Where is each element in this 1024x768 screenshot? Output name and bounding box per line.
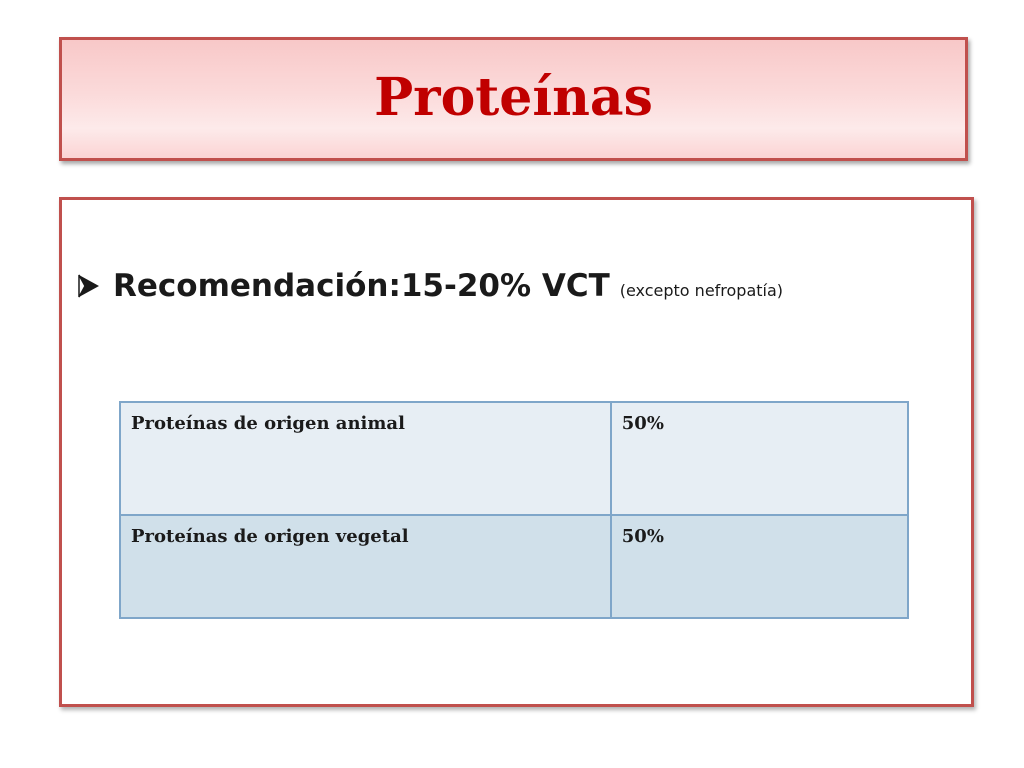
table-row <box>120 402 908 515</box>
table-cell-value: 50% <box>611 515 908 618</box>
title-box <box>59 37 968 161</box>
table-cell-label: Proteínas de origen vegetal <box>120 515 611 618</box>
bullet-main-text: Recomendación:15-20% VCT <box>113 268 610 304</box>
bullet-note-text: (excepto nefropatía) <box>619 281 784 300</box>
content-box <box>59 197 974 707</box>
table-cell-value: 50% <box>611 402 908 515</box>
arrow-bullet-icon <box>77 273 101 299</box>
bullet-item <box>77 268 783 304</box>
protein-source-table <box>119 401 909 619</box>
table-cell-label: Proteínas de origen animal <box>120 402 611 515</box>
table-row <box>120 515 908 618</box>
slide-title: Proteínas <box>374 66 653 128</box>
